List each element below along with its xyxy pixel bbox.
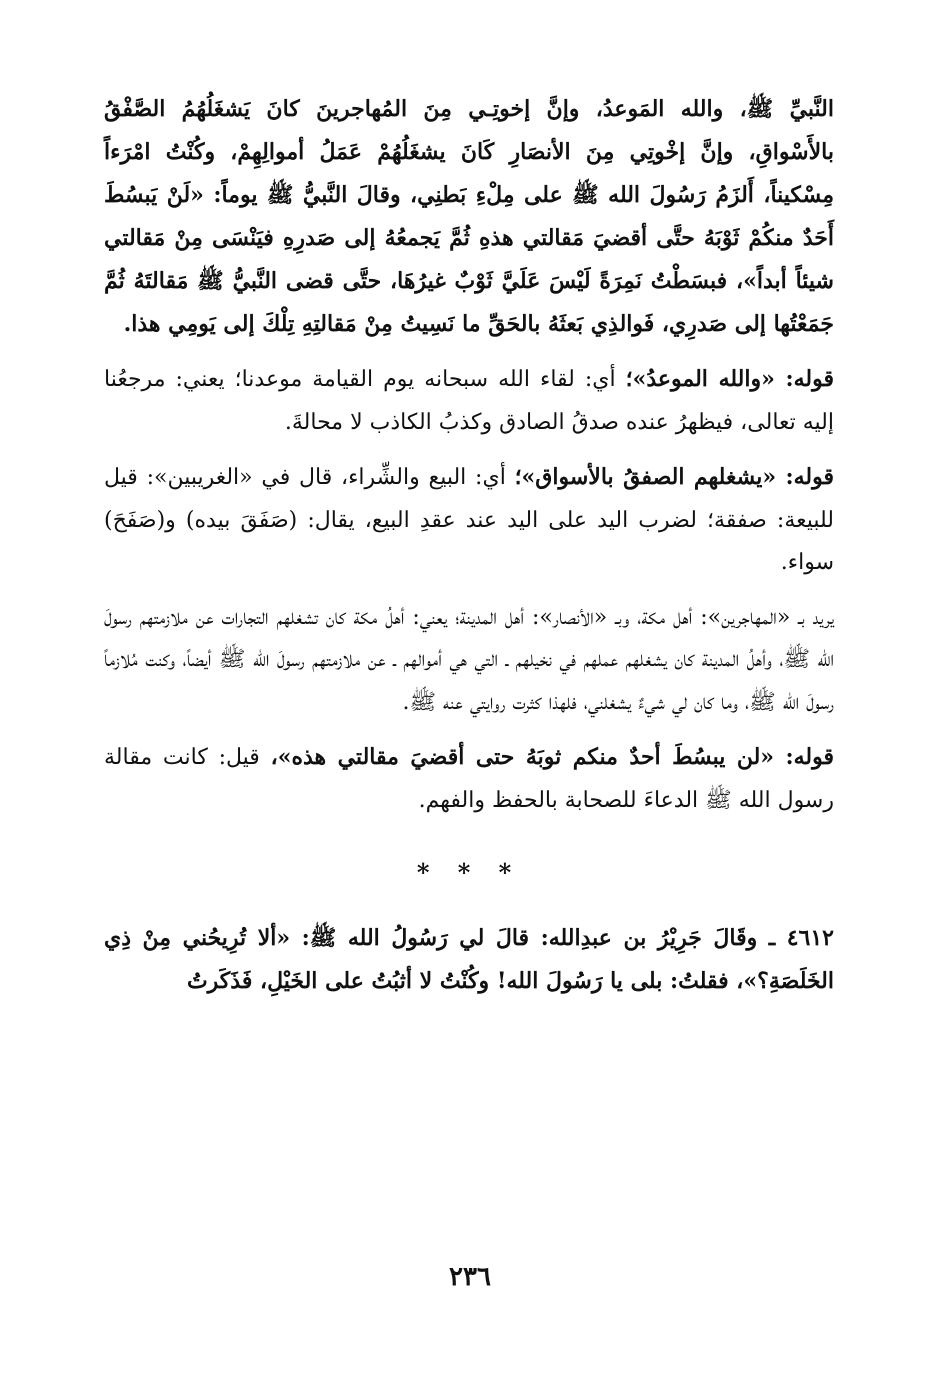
page-body	[104, 88, 834, 1003]
commentary-paragraph	[104, 358, 834, 444]
hadith-text-next: ٤٦١٢ ـ وقَالَ جَرِيْرُ بن عبدِالله: قالَ لي رَسُولُ الله ﷺ: «ألا تُرِيحُني مِنْ ذِي الخَلَصَةِ؟»، فقلتُ: بلى يا رَسُولَ الله! وكُنْتُ لا أثبُتُ على الخَيْلِ، فَذَكَرتُ	[104, 925, 834, 994]
commentary-lead: قوله: «والله الموعدُ»؛	[625, 366, 835, 392]
page-number: ٢٣٦	[449, 1262, 491, 1292]
commentary-text: قيل: كانت مقالة رسول الله ﷺ الدعاءَ للصحابة بالحفظ والفهم.	[104, 745, 834, 813]
commentary-text: أي: البيع والشِّراء، قال في «الغريبين»: قيل للبيعة: صفقة؛ لضرب اليد على اليد عند عقدِ البيع، يقال: (صَفَقَ بيده) و(صَفَحَ) سواء.	[104, 465, 834, 575]
commentary-paragraph	[104, 597, 834, 725]
commentary-lead: قوله: «لن يبسُطَ أحدٌ منكم ثوبَهُ حتى أقضيَ مقالتي هذه»،	[270, 744, 834, 770]
commentary-paragraph	[104, 736, 834, 822]
section-separator: * * *	[416, 858, 522, 887]
hadith-text-top: النَّبيِّ ﷺ، والله المَوعدُ، وإنَّ إخوتِـي مِنَ المُهاجرينَ كانَ يَشغَلُهُمُ الصَّفْقُ بالأَسْواقِ، وإنَّ إخْوتِي مِنَ الأنصَارِ كَانَ يشغَلُهُمْ عَمَلُ أموالِهِمْ، وكُنْتُ امْرَءاً مِسْكيناً، أَلزَمُ رَسُولَ الله ﷺ على مِلْءِ بَطنِي، وقالَ النَّبيُّ ﷺ يوماً: «لَنْ يَبسُطَ أَحَدٌ منكُمْ ثَوْبَهُ حتَّى أقضيَ مَقالتي هذهِ ثُمَّ يَجمعُهُ إلى صَدرِهِ فيَنْسَى مِنْ مَقالتي شيئاً أبداً»، فبسَطْتُ نَمِرَةً لَيْسَ عَلَيَّ ثَوْبٌ غيرُهَا، حتَّى قضى النَّبيُّ ﷺ مَقالتَهُ ثُمَّ جَمَعْتُها إلى صَدرِي، فَوالذِي بَعثَهُ بالحَقِّ ما نَسِيتُ مِنْ مَقالتِهِ تِلْكَ إلى يَومِي هذا.	[104, 96, 834, 337]
commentary-paragraph	[104, 456, 834, 585]
commentary-lead: قوله: «يشغلهم الصفقُ بالأسواق»؛	[514, 464, 834, 490]
commentary-text: يريد بـ «المهاجرين»: أهل مكة، وبـ «الأنصار»: أهل المدينة؛ يعني: أهلُ مكة كان تشغلهم التجارات عن ملازمتهم رسولَ الله ﷺ، وأهلُ المدينة كان يشغلهم عملهم في نخيلهم ـ التي هي أموالهم ـ عن ملازمتهم رسولَ الله ﷺ أيضاً، وكنت مُلازماً رسولَ الله ﷺ، وما كان لي شيءٌ يشغلني، فلهذا كثرت روايتي عنه ﷺ.	[104, 604, 834, 715]
commentary-text: أي: لقاء الله سبحانه يوم القيامة موعدنا؛ يعني: مرجعُنا إليه تعالى، فيظهرُ عنده صدقُ الصادق وكذبُ الكاذب لا محالةَ.	[104, 367, 834, 435]
